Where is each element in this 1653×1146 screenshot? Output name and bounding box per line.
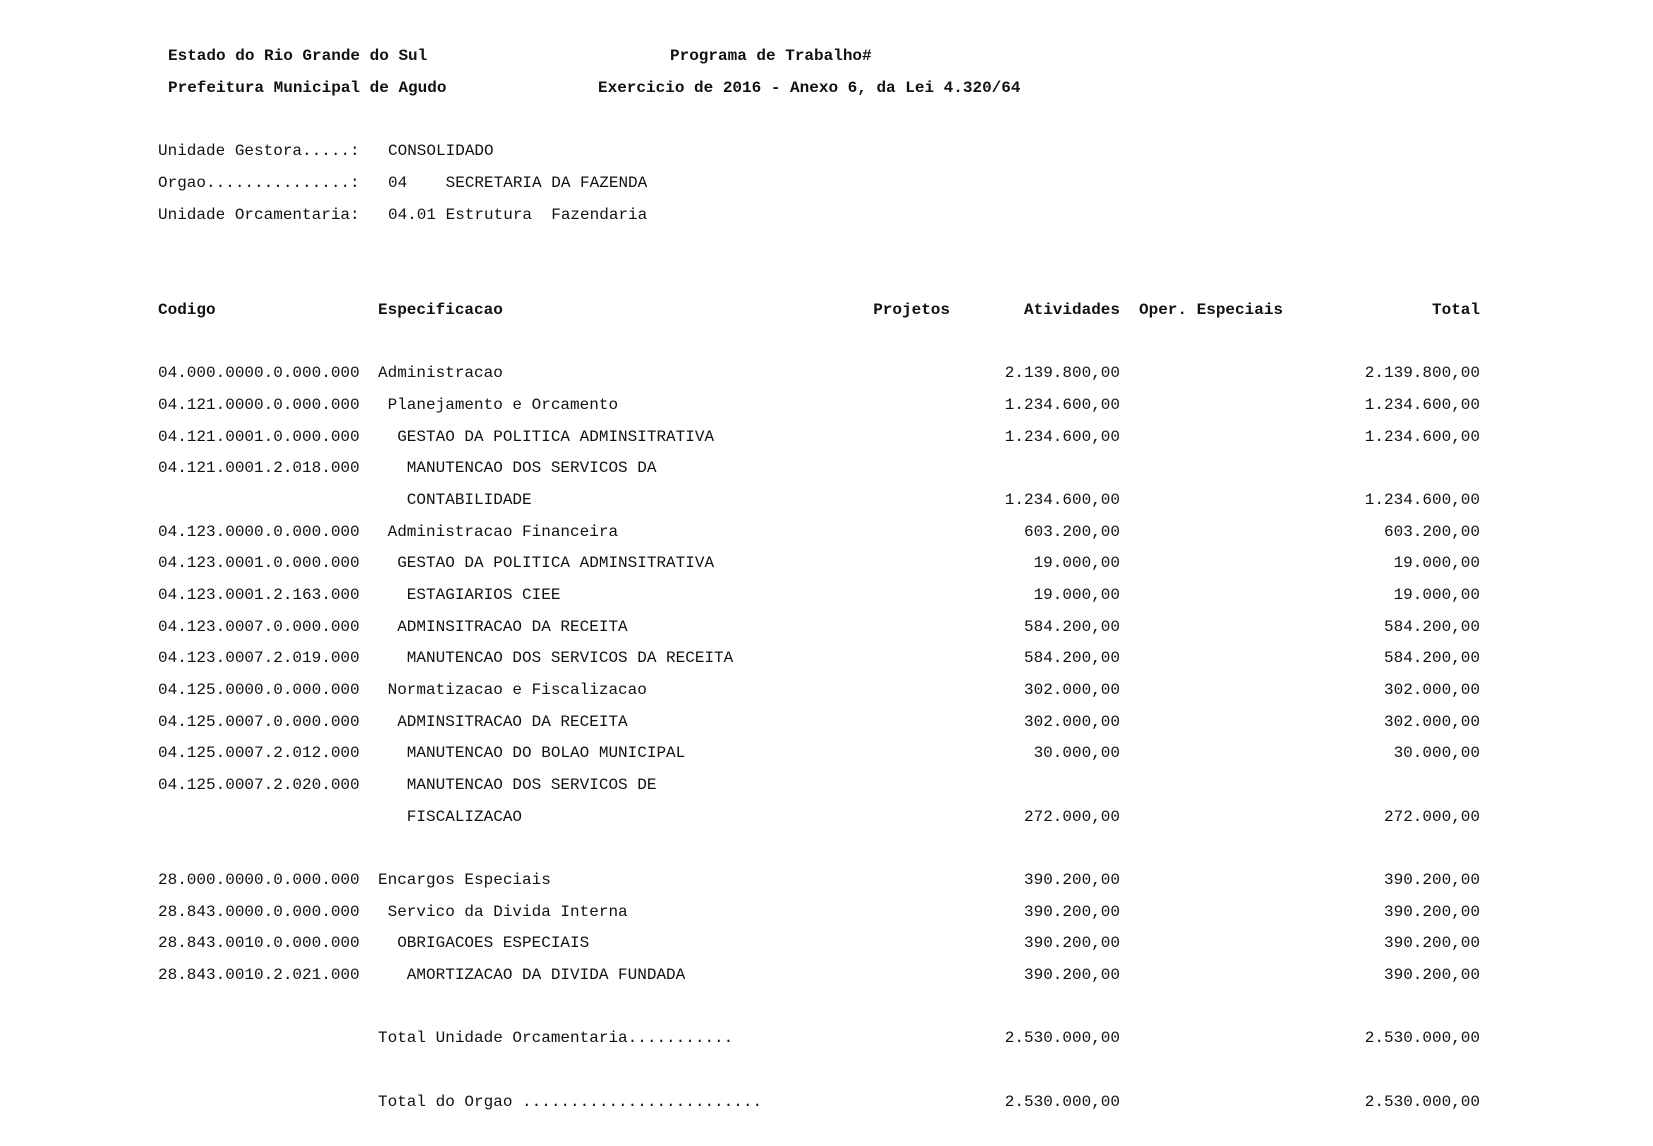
row-atividades: 302.000,00: [1023, 713, 1120, 731]
row-total: 30.000,00: [1393, 744, 1480, 762]
row-spec: AMORTIZACAO DA DIVIDA FUNDADA: [378, 966, 686, 984]
row-code: 28.843.0000.0.000.000: [158, 903, 360, 921]
row-atividades: 390.200,00: [1023, 934, 1120, 952]
total-orgao-atividades: 2.530.000,00: [1004, 1093, 1120, 1111]
row-total: 19.000,00: [1393, 554, 1480, 572]
row-spec: ADMINSITRACAO DA RECEITA: [378, 713, 628, 731]
header-municipality: Prefeitura Municipal de Agudo: [168, 79, 447, 97]
row-atividades: 1.234.600,00: [1004, 491, 1120, 509]
row-code: 04.123.0007.0.000.000: [158, 618, 360, 636]
row-atividades: 30.000,00: [1033, 744, 1120, 762]
unidade-orcamentaria-label: Unidade Orcamentaria:: [158, 206, 360, 224]
row-spec: Planejamento e Orcamento: [378, 396, 619, 414]
row-code: 28.000.0000.0.000.000: [158, 871, 360, 889]
row-spec: MANUTENCAO DO BOLAO MUNICIPAL: [378, 744, 686, 762]
row-total: 302.000,00: [1383, 681, 1480, 699]
row-total: 19.000,00: [1393, 586, 1480, 604]
row-total: 390.200,00: [1383, 871, 1480, 889]
orgao-value: 04 SECRETARIA DA FAZENDA: [388, 174, 648, 192]
row-atividades: 272.000,00: [1023, 808, 1120, 826]
row-atividades: 390.200,00: [1023, 966, 1120, 984]
row-total: 302.000,00: [1383, 713, 1480, 731]
row-total: 2.139.800,00: [1364, 364, 1480, 382]
row-atividades: 1.234.600,00: [1004, 428, 1120, 446]
row-spec: GESTAO DA POLITICA ADMINSITRATIVA: [378, 554, 715, 572]
row-spec: GESTAO DA POLITICA ADMINSITRATIVA: [378, 428, 715, 446]
total-orgao-total: 2.530.000,00: [1364, 1093, 1480, 1111]
row-atividades: 584.200,00: [1023, 618, 1120, 636]
row-code: 04.123.0001.2.163.000: [158, 586, 360, 604]
row-total: 390.200,00: [1383, 934, 1480, 952]
row-atividades: 390.200,00: [1023, 871, 1120, 889]
row-total: 390.200,00: [1383, 903, 1480, 921]
column-header-especificacao: Especificacao: [378, 301, 503, 319]
row-code: 04.125.0007.2.020.000: [158, 776, 360, 794]
header-program: Programa de Trabalho#: [670, 47, 872, 65]
total-uo-atividades: 2.530.000,00: [1004, 1029, 1120, 1047]
row-atividades: 1.234.600,00: [1004, 396, 1120, 414]
row-code: 04.123.0007.2.019.000: [158, 649, 360, 667]
column-header-codigo: Codigo: [158, 301, 216, 319]
row-spec: FISCALIZACAO: [378, 808, 523, 826]
header-state: Estado do Rio Grande do Sul: [168, 47, 428, 65]
row-code: 04.000.0000.0.000.000: [158, 364, 360, 382]
header-exercise: Exercicio de 2016 - Anexo 6, da Lei 4.320/64: [598, 79, 1021, 97]
row-total: 390.200,00: [1383, 966, 1480, 984]
unidade-gestora-label: Unidade Gestora.....:: [158, 142, 360, 160]
row-spec: ESTAGIARIOS CIEE: [378, 586, 561, 604]
row-spec: Normatizacao e Fiscalizacao: [378, 681, 647, 699]
row-spec: Administracao: [378, 364, 503, 382]
row-code: 04.123.0000.0.000.000: [158, 523, 360, 541]
unidade-gestora-value: CONSOLIDADO: [388, 142, 494, 160]
row-spec: CONTABILIDADE: [378, 491, 532, 509]
row-total: 1.234.600,00: [1364, 491, 1480, 509]
row-spec: MANUTENCAO DOS SERVICOS DA: [378, 459, 657, 477]
row-code: 04.123.0001.0.000.000: [158, 554, 360, 572]
row-atividades: 19.000,00: [1033, 554, 1120, 572]
row-spec: Administracao Financeira: [378, 523, 619, 541]
column-header-total: Total: [1431, 301, 1480, 319]
row-total: 272.000,00: [1383, 808, 1480, 826]
row-total: 584.200,00: [1383, 618, 1480, 636]
row-total: 1.234.600,00: [1364, 396, 1480, 414]
row-code: 28.843.0010.0.000.000: [158, 934, 360, 952]
column-header-projetos: Projetos: [873, 301, 950, 319]
row-spec: Servico da Divida Interna: [378, 903, 628, 921]
row-code: 04.121.0001.2.018.000: [158, 459, 360, 477]
row-code: 04.121.0001.0.000.000: [158, 428, 360, 446]
row-total: 584.200,00: [1383, 649, 1480, 667]
row-atividades: 19.000,00: [1033, 586, 1120, 604]
total-uo-label: Total Unidade Orcamentaria...........: [378, 1029, 734, 1047]
row-spec: ADMINSITRACAO DA RECEITA: [378, 618, 628, 636]
row-spec: MANUTENCAO DOS SERVICOS DA RECEITA: [378, 649, 734, 667]
row-atividades: 302.000,00: [1023, 681, 1120, 699]
unidade-orcamentaria-value: 04.01 Estrutura Fazendaria: [388, 206, 648, 224]
row-total: 1.234.600,00: [1364, 428, 1480, 446]
orgao-label: Orgao...............:: [158, 174, 360, 192]
row-atividades: 603.200,00: [1023, 523, 1120, 541]
row-atividades: 390.200,00: [1023, 903, 1120, 921]
column-header-atividades: Atividades: [1023, 301, 1120, 319]
total-uo-total: 2.530.000,00: [1364, 1029, 1480, 1047]
row-code: 04.121.0000.0.000.000: [158, 396, 360, 414]
row-code: 04.125.0000.0.000.000: [158, 681, 360, 699]
row-spec: OBRIGACOES ESPECIAIS: [378, 934, 590, 952]
row-code: 04.125.0007.2.012.000: [158, 744, 360, 762]
total-orgao-label: Total do Orgao .........................: [378, 1093, 763, 1111]
row-atividades: 2.139.800,00: [1004, 364, 1120, 382]
row-spec: MANUTENCAO DOS SERVICOS DE: [378, 776, 657, 794]
row-total: 603.200,00: [1383, 523, 1480, 541]
column-header-oper-especiais: Oper. Especiais: [1139, 301, 1284, 319]
row-atividades: 584.200,00: [1023, 649, 1120, 667]
row-code: 28.843.0010.2.021.000: [158, 966, 360, 984]
row-code: 04.125.0007.0.000.000: [158, 713, 360, 731]
row-spec: Encargos Especiais: [378, 871, 551, 889]
